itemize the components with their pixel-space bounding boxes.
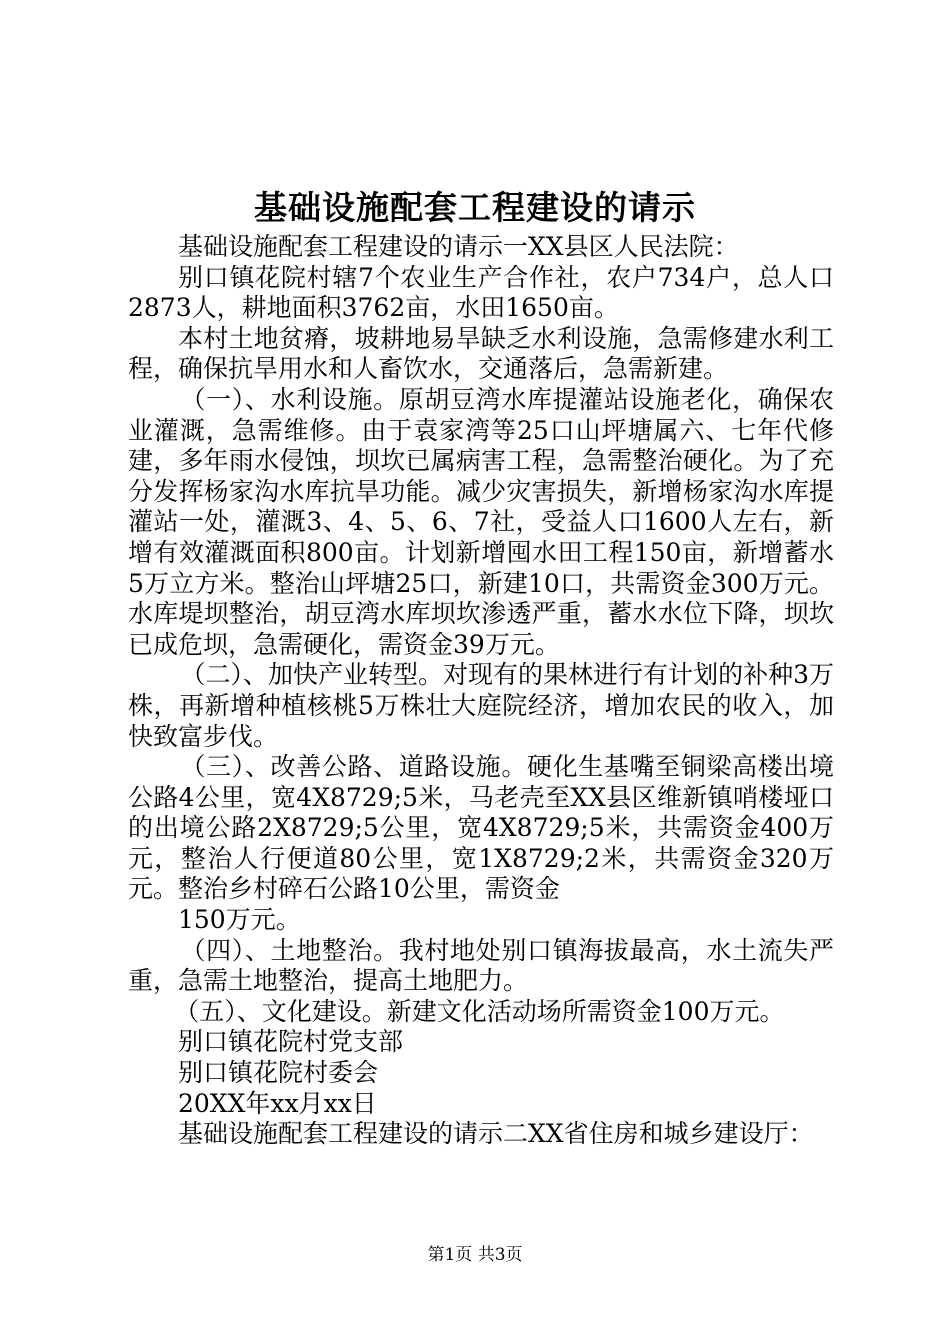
signature-village-committee: 别口镇花院村委会 (178, 1058, 379, 1088)
paragraph-water-facilities: （一）、水利设施。原胡豆湾水库提灌站设施老化，确保农业灌溉，急需维修。由于袁家湾等25口山坪塘属六、七年代修建，多年雨水侵蚀，坝坎已属病害工程，急需整治硬化。为了充分发挥杨家沟水库抗旱功能。减少灾害损失，新增杨家沟水库提灌站一处，灌溉3、4、5、6、7社，受益人口1600人左右，新增有效灌溉面积800亩。计划新增囤水田工程150亩，新增蓄水5万立方米。整治山坪塘25口，新建10口，共需资金300万元。水库堤坝整治，胡豆湾水库坝坎渗透严重，蓄水水位下降，坝坎已成危坝，急需硬化，需资金39万元。 (128, 384, 834, 659)
document-body (128, 232, 834, 1150)
paragraph-cultural-construction: （五）、文化建设。新建文化活动场所需资金100万元。 (174, 996, 785, 1026)
paragraph-heading-one: 基础设施配套工程建设的请示一XX县区人民法院： (178, 232, 739, 261)
paragraph-heading-two: 基础设施配套工程建设的请示二XX省住房和城乡建设厅： (178, 1119, 814, 1149)
signature-date: 20XX年xx月xx日 (178, 1088, 377, 1118)
paragraph-land-remediation: （四）、土地整治。我村地处别口镇海拔最高，水土流失严重，急需土地整治，提高土地肥力。 (128, 935, 834, 996)
paragraph-road-cost: 150万元。 (178, 905, 301, 935)
signature-party-branch: 别口镇花院村党支部 (178, 1027, 404, 1057)
page-number-footer: 第1页 共3页 (427, 1245, 523, 1265)
paragraph-industry-transition: （二）、加快产业转型。对现有的果林进行有计划的补种3万株，再新增种植核桃5万株壮大庭院经济，增加农民的收入，加快致富步伐。 (128, 660, 834, 751)
paragraph-road-facilities: （三）、改善公路、道路设施。硬化生基嘴至铜梁高楼出境公路4公里，宽4X8729;5米，马老壳至XX县区维新镇哨楼垭口的出境公路2X8729;5公里，宽4X8729;5米，共需资金400万元，整治人行便道80公里，宽1X8729;2米，共需资金320万元。整治乡村碎石公路10公里，需资金 (128, 752, 834, 904)
document-title: 基础设施配套工程建设的请示 (254, 188, 696, 227)
paragraph-village-overview: 别口镇花院村辖7个农业生产合作社，农户734户，总人口2873人，耕地面积3762亩，水田1650亩。 (128, 262, 834, 323)
paragraph-land-condition: 本村土地贫瘠，坡耕地易旱缺乏水利设施，急需修建水利工程，确保抗旱用水和人畜饮水，交通落后，急需新建。 (128, 323, 834, 384)
